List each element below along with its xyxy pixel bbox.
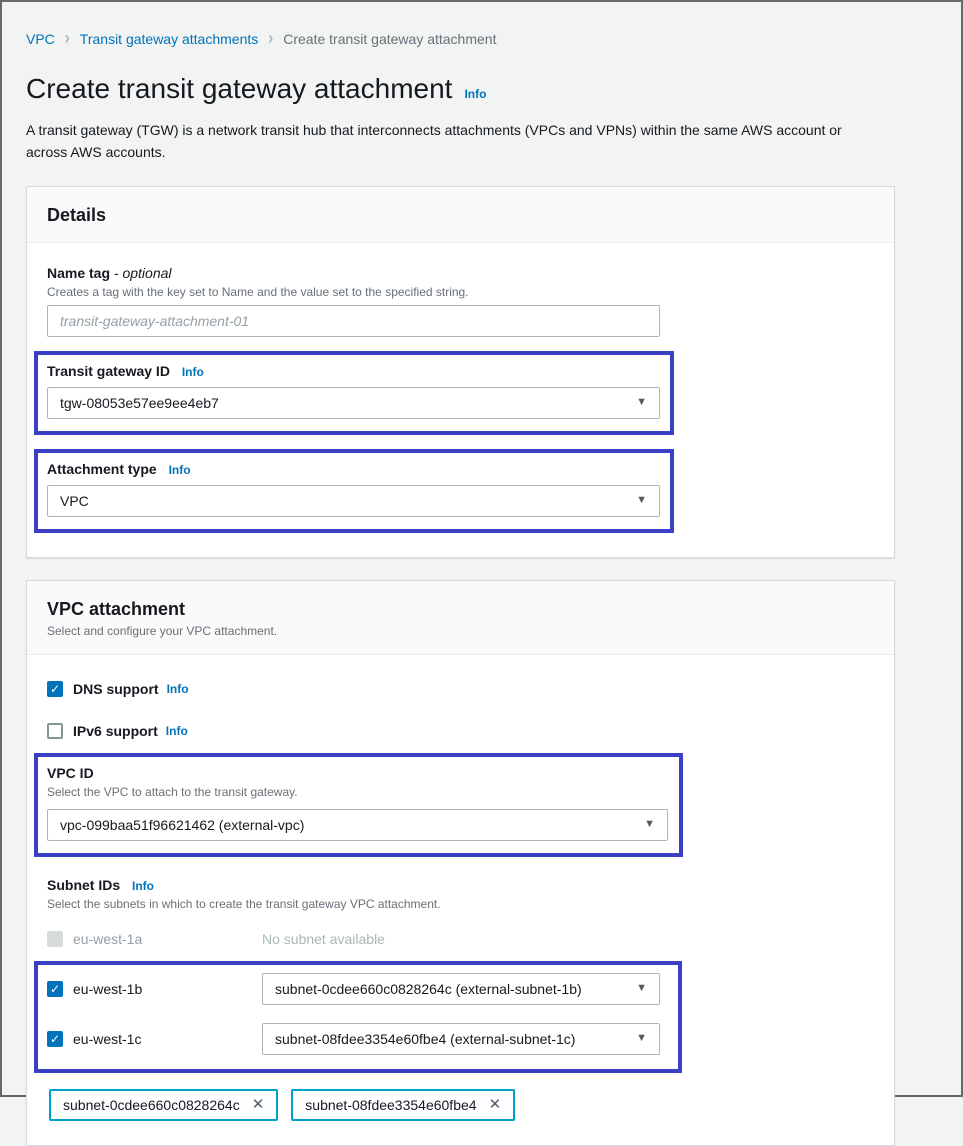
attachment-type-highlight-box xyxy=(34,449,674,533)
transit-gateway-id-label xyxy=(47,363,658,379)
vpc-attachment-card xyxy=(26,580,895,1146)
subnet-chip-label: subnet-08fdee3354e60fbe4 xyxy=(305,1096,477,1113)
subnet-ids-description: Select the subnets in which to create the transit gateway VPC attachment. xyxy=(47,896,441,911)
subnet-row-eu-west-1b xyxy=(47,973,666,1005)
create-tgw-attachment-page xyxy=(2,2,961,1146)
eu-west-1c-label: eu-west-1c xyxy=(73,1030,142,1047)
subnet-ids-field-group xyxy=(47,877,874,911)
remove-icon[interactable]: ✕ xyxy=(251,1096,265,1114)
attachment-type-info-link[interactable]: Info xyxy=(168,462,191,477)
ipv6-support-row xyxy=(47,723,874,739)
eu-west-1b-subnet-value: subnet-0cdee660c0828264c (external-subnet-1b) xyxy=(275,980,582,997)
page-description: A transit gateway (TGW) is a network transit hub that interconnects attachments (VPCs and VPNs) within the same AWS account or across AWS accounts. xyxy=(26,122,842,161)
attachment-type-select[interactable] xyxy=(47,485,660,517)
chevron-down-icon: ▼ xyxy=(636,1032,647,1045)
subnet-selects-highlight-box xyxy=(34,961,682,1073)
dns-support-info-link[interactable]: Info xyxy=(166,681,189,696)
title-info-link[interactable]: Info xyxy=(464,87,487,101)
breadcrumb-link-vpc[interactable]: VPC xyxy=(26,30,55,47)
vpc-id-value: vpc-099baa51f96621462 (external-vpc) xyxy=(60,816,305,833)
eu-west-1c-checkbox[interactable] xyxy=(47,1031,63,1047)
check-icon: ✓ xyxy=(49,981,61,996)
chevron-down-icon: ▼ xyxy=(636,494,647,507)
ipv6-support-info-link[interactable]: Info xyxy=(165,723,188,738)
subnet-ids-label xyxy=(47,877,874,893)
name-tag-label xyxy=(47,265,874,281)
transit-gateway-id-highlight-box xyxy=(34,351,674,435)
chevron-down-icon: ▼ xyxy=(636,982,647,995)
ipv6-support-checkbox[interactable] xyxy=(47,723,63,739)
subnet-chip xyxy=(49,1089,278,1121)
attachment-type-label xyxy=(47,461,658,477)
vpc-id-select[interactable] xyxy=(47,809,668,841)
eu-west-1a-status: No subnet available xyxy=(262,930,385,947)
name-tag-field-group xyxy=(47,265,874,337)
name-tag-optional-suffix: - optional xyxy=(113,264,172,281)
subnet-row-eu-west-1a xyxy=(47,931,874,947)
chevron-down-icon: ▼ xyxy=(644,818,655,831)
eu-west-1c-subnet-value: subnet-08fdee3354e60fbe4 (external-subnet-1c) xyxy=(275,1030,576,1047)
vpc-attachment-card-header xyxy=(27,581,894,655)
selected-subnet-chips xyxy=(49,1089,874,1121)
dns-support-row xyxy=(47,681,874,697)
breadcrumb xyxy=(26,30,937,47)
details-card xyxy=(26,186,895,558)
transit-gateway-id-value: tgw-08053e57ee9ee4eb7 xyxy=(60,394,219,411)
chevron-right-icon: › xyxy=(268,28,274,49)
name-tag-label-text: Name tag xyxy=(47,264,114,281)
subnet-ids-info-link[interactable]: Info xyxy=(132,878,155,893)
dns-support-label: DNS support xyxy=(73,680,159,697)
name-tag-input[interactable] xyxy=(47,305,660,337)
subnet-row-eu-west-1c xyxy=(47,1023,666,1055)
eu-west-1b-subnet-select[interactable] xyxy=(262,973,660,1005)
breadcrumb-current: Create transit gateway attachment xyxy=(283,30,497,47)
remove-icon[interactable]: ✕ xyxy=(488,1096,502,1114)
vpc-id-description: Select the VPC to attach to the transit gateway. xyxy=(47,784,298,799)
check-icon: ✓ xyxy=(49,681,61,696)
eu-west-1b-label: eu-west-1b xyxy=(73,980,143,997)
eu-west-1a-label: eu-west-1a xyxy=(73,930,143,947)
details-card-header xyxy=(27,187,894,243)
transit-gateway-id-select[interactable] xyxy=(47,387,660,419)
subnet-ids-label-text: Subnet IDs xyxy=(47,876,121,893)
attachment-type-value: VPC xyxy=(60,492,89,509)
vpc-attachment-card-title: VPC attachment xyxy=(47,598,186,619)
breadcrumb-link-tgw-attachments[interactable]: Transit gateway attachments xyxy=(79,30,259,47)
name-tag-description: Creates a tag with the key set to Name and the value set to the specified string. xyxy=(47,284,469,299)
vpc-id-label: VPC ID xyxy=(47,764,94,781)
transit-gateway-id-label-text: Transit gateway ID xyxy=(47,362,170,379)
page-title: Create transit gateway attachment xyxy=(26,73,453,104)
vpc-id-highlight-box xyxy=(34,753,683,857)
subnet-chip xyxy=(291,1089,515,1121)
ipv6-support-label: IPv6 support xyxy=(73,722,158,739)
eu-west-1b-checkbox[interactable] xyxy=(47,981,63,997)
chevron-right-icon: › xyxy=(64,28,70,49)
eu-west-1c-subnet-select[interactable] xyxy=(262,1023,660,1055)
details-card-title: Details xyxy=(47,204,107,225)
chevron-down-icon: ▼ xyxy=(636,396,647,409)
eu-west-1a-checkbox xyxy=(47,931,63,947)
attachment-type-label-text: Attachment type xyxy=(47,460,157,477)
vpc-attachment-card-subtitle: Select and configure your VPC attachment. xyxy=(47,623,278,638)
transit-gateway-id-info-link[interactable]: Info xyxy=(181,364,204,379)
subnet-chip-label: subnet-0cdee660c0828264c xyxy=(63,1096,240,1113)
dns-support-checkbox[interactable] xyxy=(47,681,63,697)
check-icon: ✓ xyxy=(49,1031,61,1046)
